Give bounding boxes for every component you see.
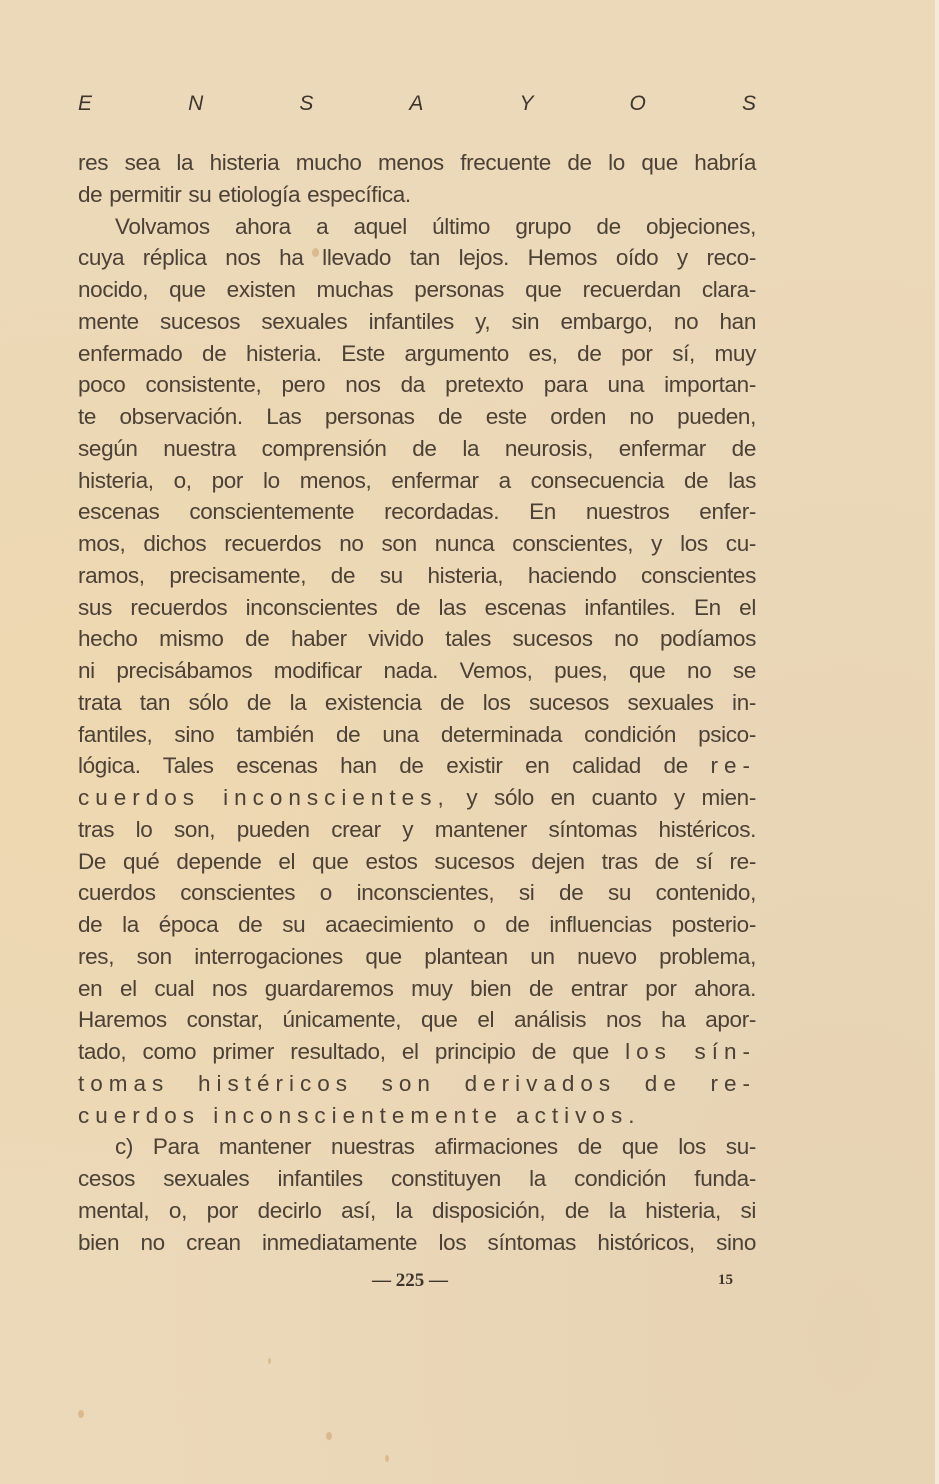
text-line-with-emphasis <box>78 1036 756 1068</box>
text-line: ramos, precisamente, de su histeria, haciendo conscientes <box>78 562 756 588</box>
body-text <box>78 147 756 1258</box>
text-line: fantiles, sino también de una determinada condición psico- <box>78 721 756 747</box>
text-line-with-emphasis <box>78 750 756 782</box>
text-line: enfermado de histeria. Este argumento es, de por sí, muy <box>78 340 756 366</box>
text-line: De qué depende el que estos sucesos dejen tras de sí re- <box>78 848 756 874</box>
spaced-emphasis: los sín- <box>625 1039 756 1064</box>
paragraph-start-line: Volvamos ahora a aquel último grupo de objeciones, <box>115 213 756 239</box>
text-line: tras lo son, pueden crear y mantener síntomas histéricos. <box>78 816 756 842</box>
text-line: en el cual nos guardaremos muy bien de entrar por ahora. <box>78 975 756 1001</box>
text-line: mos, dichos recuerdos no son nunca conscientes, y los cu- <box>78 531 756 556</box>
text-line: cesos sexuales infantiles constituyen la condición funda- <box>78 1166 756 1191</box>
text-line: te observación. Las personas de este orden no pueden, <box>78 404 756 429</box>
running-head-letter: N <box>188 92 204 115</box>
text-line: mente sucesos sexuales infantiles y, sin embargo, no han <box>78 308 756 334</box>
text-line: bien no crean inmediatamente los síntomas históricos, sino <box>78 1229 756 1255</box>
text-line: poco consistente, pero nos da pretexto para una importan- <box>78 372 756 398</box>
text-line: de la época de su acaecimiento o de influencias posterio- <box>78 912 756 937</box>
text-line: nocido, que existen muchas personas que recuerdan clara- <box>78 277 756 302</box>
spaced-emphasis-line: tomas histéricos son derivados de re- <box>78 1070 756 1096</box>
spaced-emphasis: re- <box>710 753 756 779</box>
text-line: según nuestra comprensión de la neurosis, enfermar de <box>78 435 756 461</box>
text-line: mental, o, por decirlo así, la disposición, de la histeria, si <box>78 1197 756 1223</box>
paragraph-start-line: c) Para mantener nuestras afirmaciones de que los su- <box>115 1134 756 1160</box>
text-line: escenas conscientemente recordadas. En nuestros enfer- <box>78 499 756 525</box>
running-head-letter: Y <box>519 92 534 115</box>
plain-text: y sólo en cuanto y mien- <box>449 785 756 810</box>
running-head-letter: O <box>629 92 646 115</box>
text-line-with-emphasis <box>78 782 756 814</box>
text-line: res sea la histeria mucho menos frecuente de lo que habría <box>78 150 756 175</box>
paper-stain <box>268 1358 271 1364</box>
text-line: Haremos constar, únicamente, que el análisis nos ha apor- <box>78 1007 756 1033</box>
text-line: trata tan sólo de la existencia de los sucesos sexuales in- <box>78 689 756 715</box>
text-line: de permitir su etiología específica. <box>78 181 411 207</box>
running-head-letter: E <box>78 92 93 115</box>
paper-stain <box>78 1410 84 1418</box>
text-line: res, son interrogaciones que plantean un nuevo problema, <box>78 943 756 969</box>
text-line: sus recuerdos inconscientes de las escenas infantiles. En el <box>78 594 756 620</box>
running-head-letter: S <box>741 92 756 115</box>
text-line: ni precisábamos modificar nada. Vemos, pues, que no se <box>78 658 756 683</box>
page-edge <box>935 0 939 1484</box>
text-line: cuerdos conscientes o inconscientes, si de su contenido, <box>78 880 756 906</box>
running-head <box>78 92 756 116</box>
text-line: hecho mismo de haber vivido tales sucesos no podíamos <box>78 626 756 652</box>
spaced-emphasis-line: cuerdos inconscientemente activos. <box>78 1102 641 1128</box>
paper-stain <box>385 1455 389 1462</box>
text-line: cuya réplica nos ha llevado tan lejos. Hemos oído y reco- <box>78 245 756 271</box>
signature-mark: 15 <box>718 1272 733 1288</box>
spaced-emphasis: cuerdos inconscientes, <box>78 785 450 810</box>
page-footer <box>0 1270 939 1300</box>
page-number: — 225 — <box>372 1270 448 1291</box>
plain-text: lógica. Tales escenas han de existir en calidad de <box>78 753 711 779</box>
paper-stain <box>326 1432 332 1440</box>
running-head-letter: S <box>299 92 314 115</box>
running-head-letter: A <box>409 92 424 115</box>
plain-text: tado, como primer resultado, el principio de que <box>78 1039 626 1064</box>
text-line: histeria, o, por lo menos, enfermar a consecuencia de las <box>78 467 756 493</box>
